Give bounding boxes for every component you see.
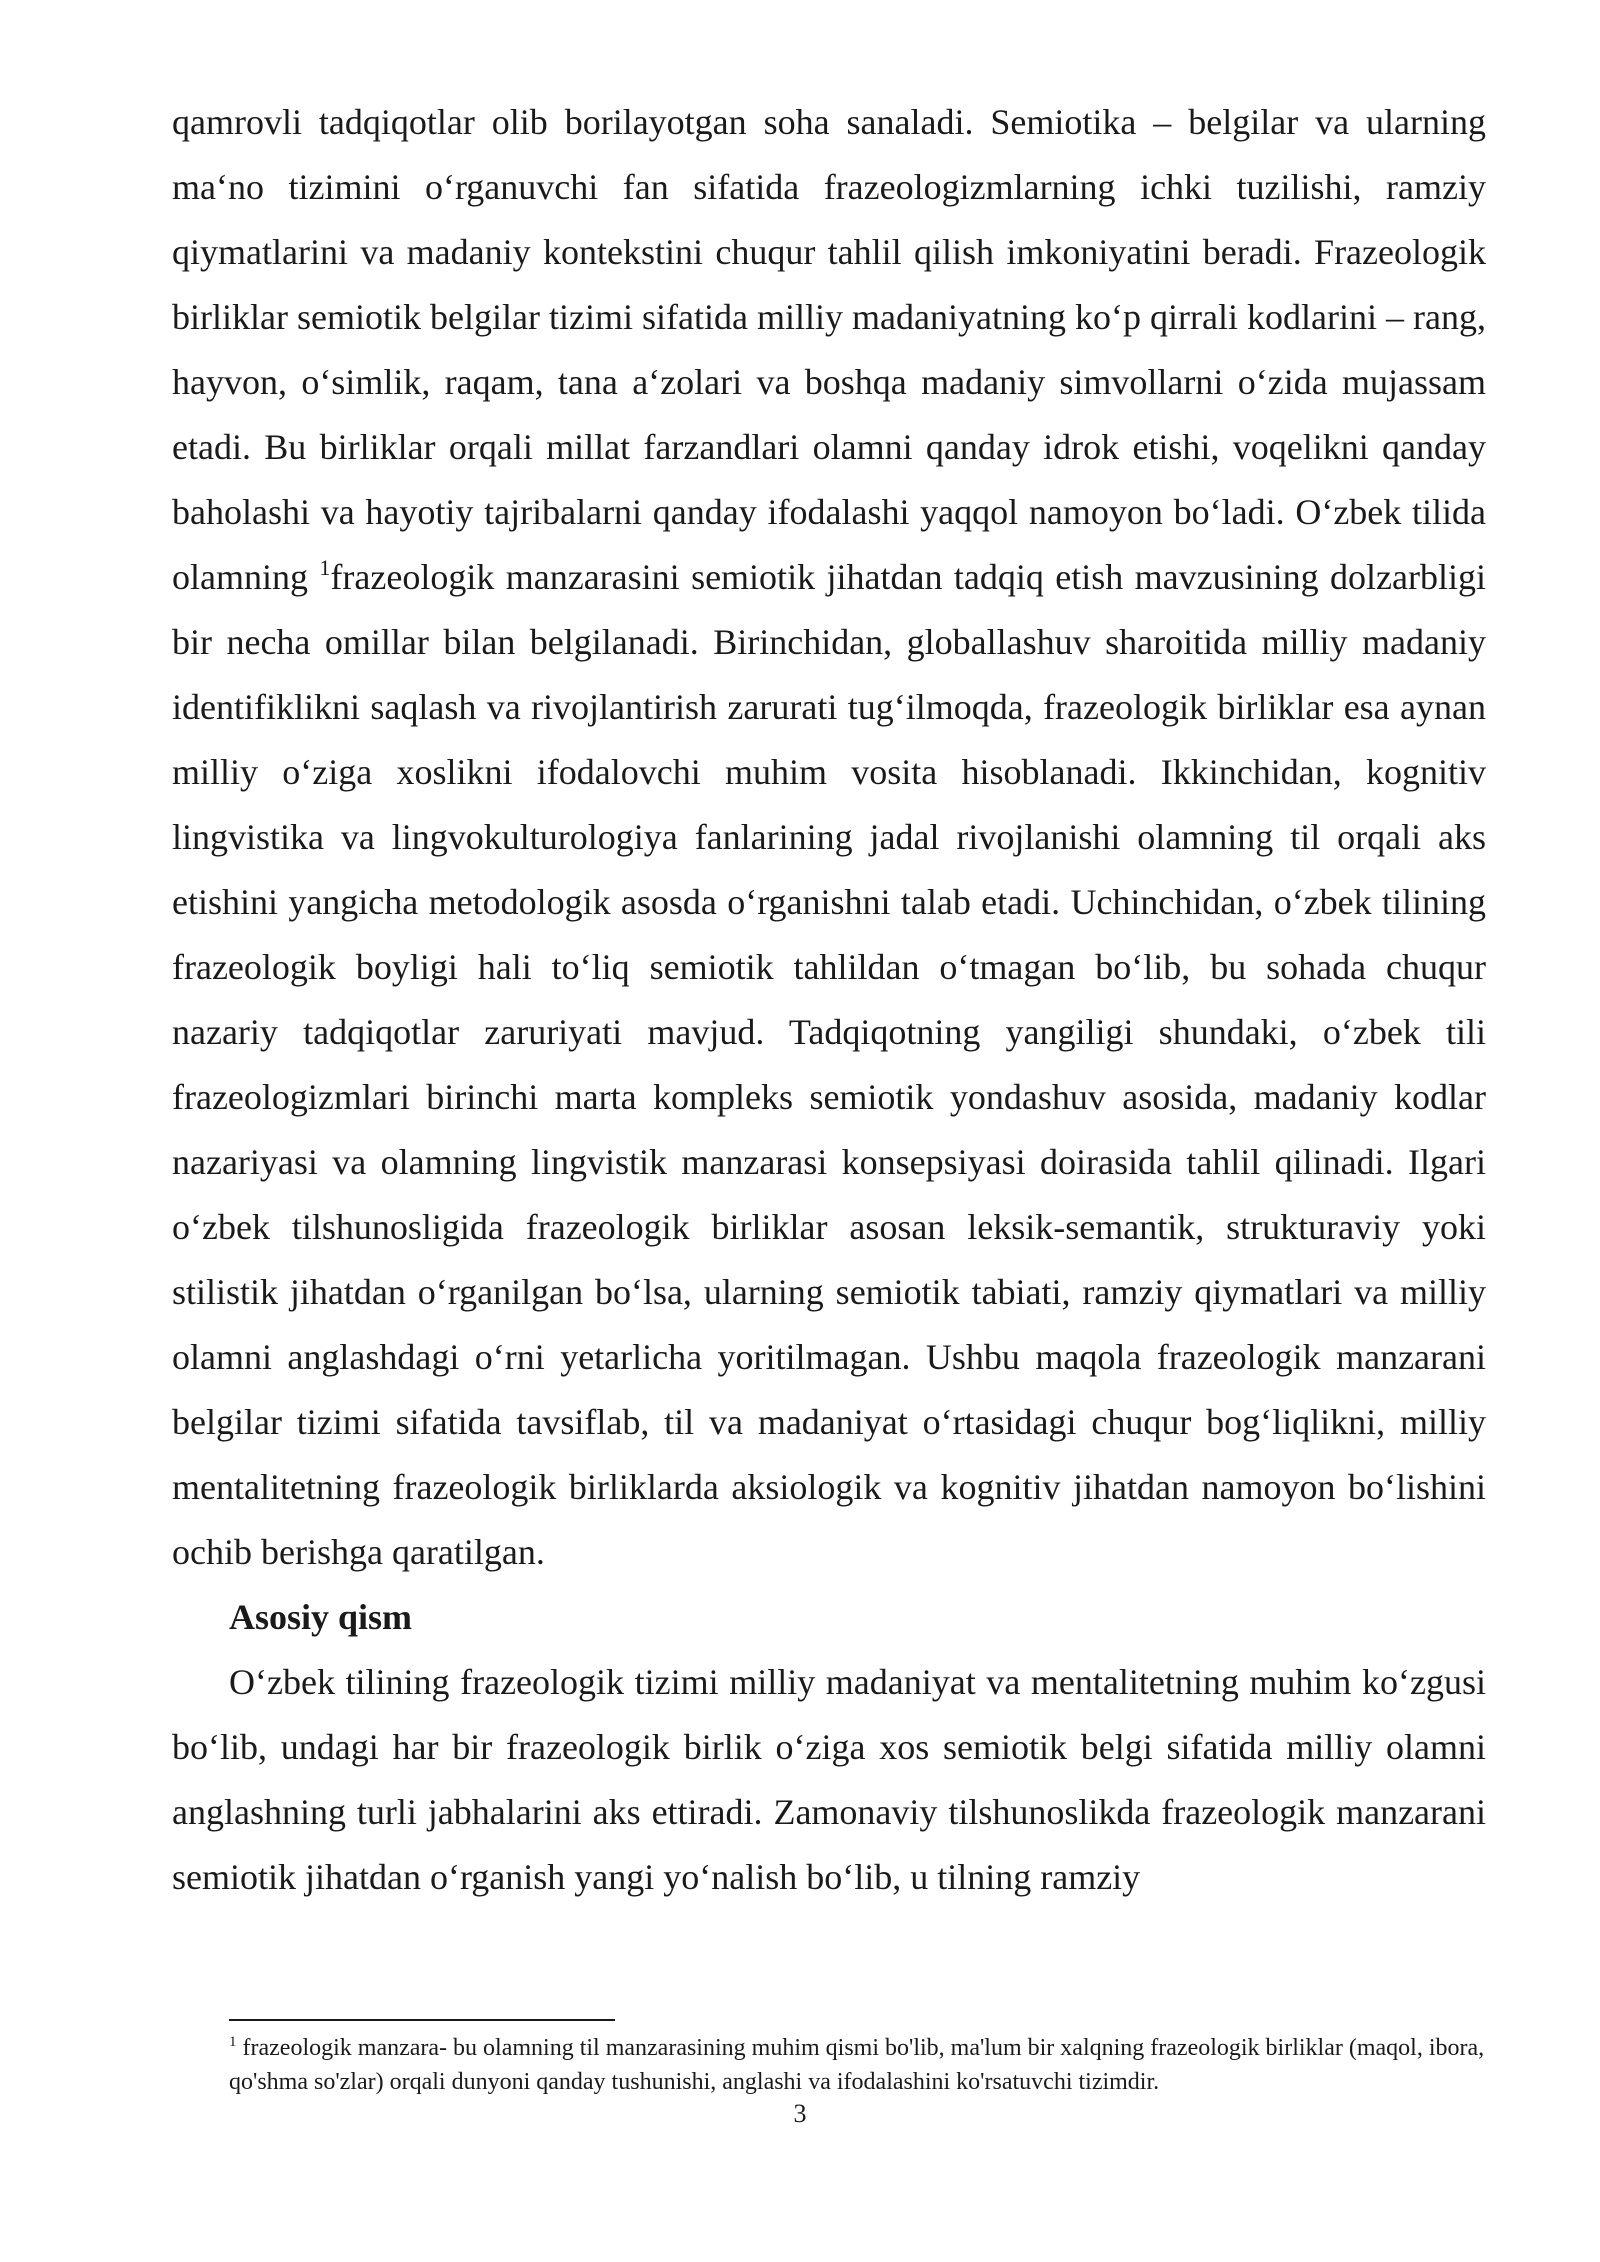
paragraph-intro xyxy=(172,90,1486,1585)
paragraph-intro-text-continued: frazeologik manzarasini semiotik jihatdan tadqiq etish mavzusining dolzarbligi bir necha omillar bilan belgilanadi. Birinchidan, globallashuv sharoitida milliy madaniy identifiklikni saqlash va rivojlantirish zarurati tugʻilmoqda, frazeologik birliklar esa aynan milliy oʻziga xoslikni ifodalovchi muhim vosita hisoblanadi. Ikkinchidan, kognitiv lingvistika va lingvokulturologiya fanlarining jadal rivojlanishi olamning til orqali aks etishini yangicha metodologik asosda oʻrganishni talab etadi. Uchinchidan, oʻzbek tilining frazeologik boyligi hali toʻliq semiotik tahlildan oʻtmagan boʻlib, bu sohada chuqur nazariy tadqiqotlar zaruriyati mavjud. Tadqiqotning yangiligi shundaki, oʻzbek tili frazeologizmlari birinchi marta kompleks semiotik yondashuv asosida, madaniy kodlar nazariyasi va olamning lingvistik manzarasi konsepsiyasi doirasida tahlil qilinadi. Ilgari oʻzbek tilshunosligida frazeologik birliklar asosan leksik-semantik, strukturaviy yoki stilistik jihatdan oʻrganilgan boʻlsa, ularning semiotik tabiati, ramziy qiymatlari va milliy olamni anglashdagi oʻrni yetarlicha yoritilmagan. Ushbu maqola frazeologik manzarani belgilar tizimi sifatida tavsiflab, til va madaniyat oʻrtasidagi chuqur bogʻliqlikni, milliy mentalitetning frazeologik birliklarda aksiologik va kognitiv jihatdan namoyon boʻlishini ochib berishga qaratilgan. xyxy=(172,557,1486,1572)
footnote-reference[interactable]: 1 xyxy=(319,555,331,580)
main-text xyxy=(172,90,1486,1910)
section-heading: Asosiy qism xyxy=(229,1597,413,1637)
footnote-text: frazeologik manzara- bu olamning til manzarasining muhim qismi bo'lib, ma'lum bir xalqning frazeologik birliklar (maqol, ibora, qo'shma so'zlar) orqali dunyoni qanday tushunishi, anglashi va ifodalashini ko'rsatuvchi tizimdir. xyxy=(229,2035,1485,2095)
paragraph-intro-text: qamrovli tadqiqotlar olib borilayotgan soha sanaladi. Semiotika – belgilar va ularning maʻno tizimini oʻrganuvchi fan sifatida frazeologizmlarning ichki tuzilishi, ramziy qiymatlarini va madaniy kontekstini chuqur tahlil qilish imkoniyatini beradi. Frazeologik birliklar semiotik belgilar tizimi sifatida milliy madaniyatning koʻp qirrali kodlarini – rang, hayvon, oʻsimlik, raqam, tana aʻzolari va boshqa madaniy simvollarni oʻzida mujassam etadi. Bu birliklar orqali millat farzandlari olamni qanday idrok etishi, voqelikni qanday baholashi va hayotiy tajribalarni qanday ifodalashi yaqqol namoyon boʻladi. Oʻzbek tilida olamning xyxy=(172,102,1486,597)
footnote-separator xyxy=(229,2019,615,2021)
page-number: 3 xyxy=(793,2099,807,2128)
footnote-marker: 1 xyxy=(229,2034,237,2050)
footnote xyxy=(229,2031,1486,2099)
paragraph-main-part: Oʻzbek tilining frazeologik tizimi milliy madaniyat va mentalitetning muhim koʻzgusi boʻlib, undagi har bir frazeologik birlik oʻziga xos semiotik belgi sifatida milliy olamni anglashning turli jabhalarini aks ettiradi. Zamonaviy tilshunoslikda frazeologik manzarani semiotik jihatdan oʻrganish yangi yoʻnalish boʻlib, u tilning ramziy xyxy=(172,1662,1486,1897)
